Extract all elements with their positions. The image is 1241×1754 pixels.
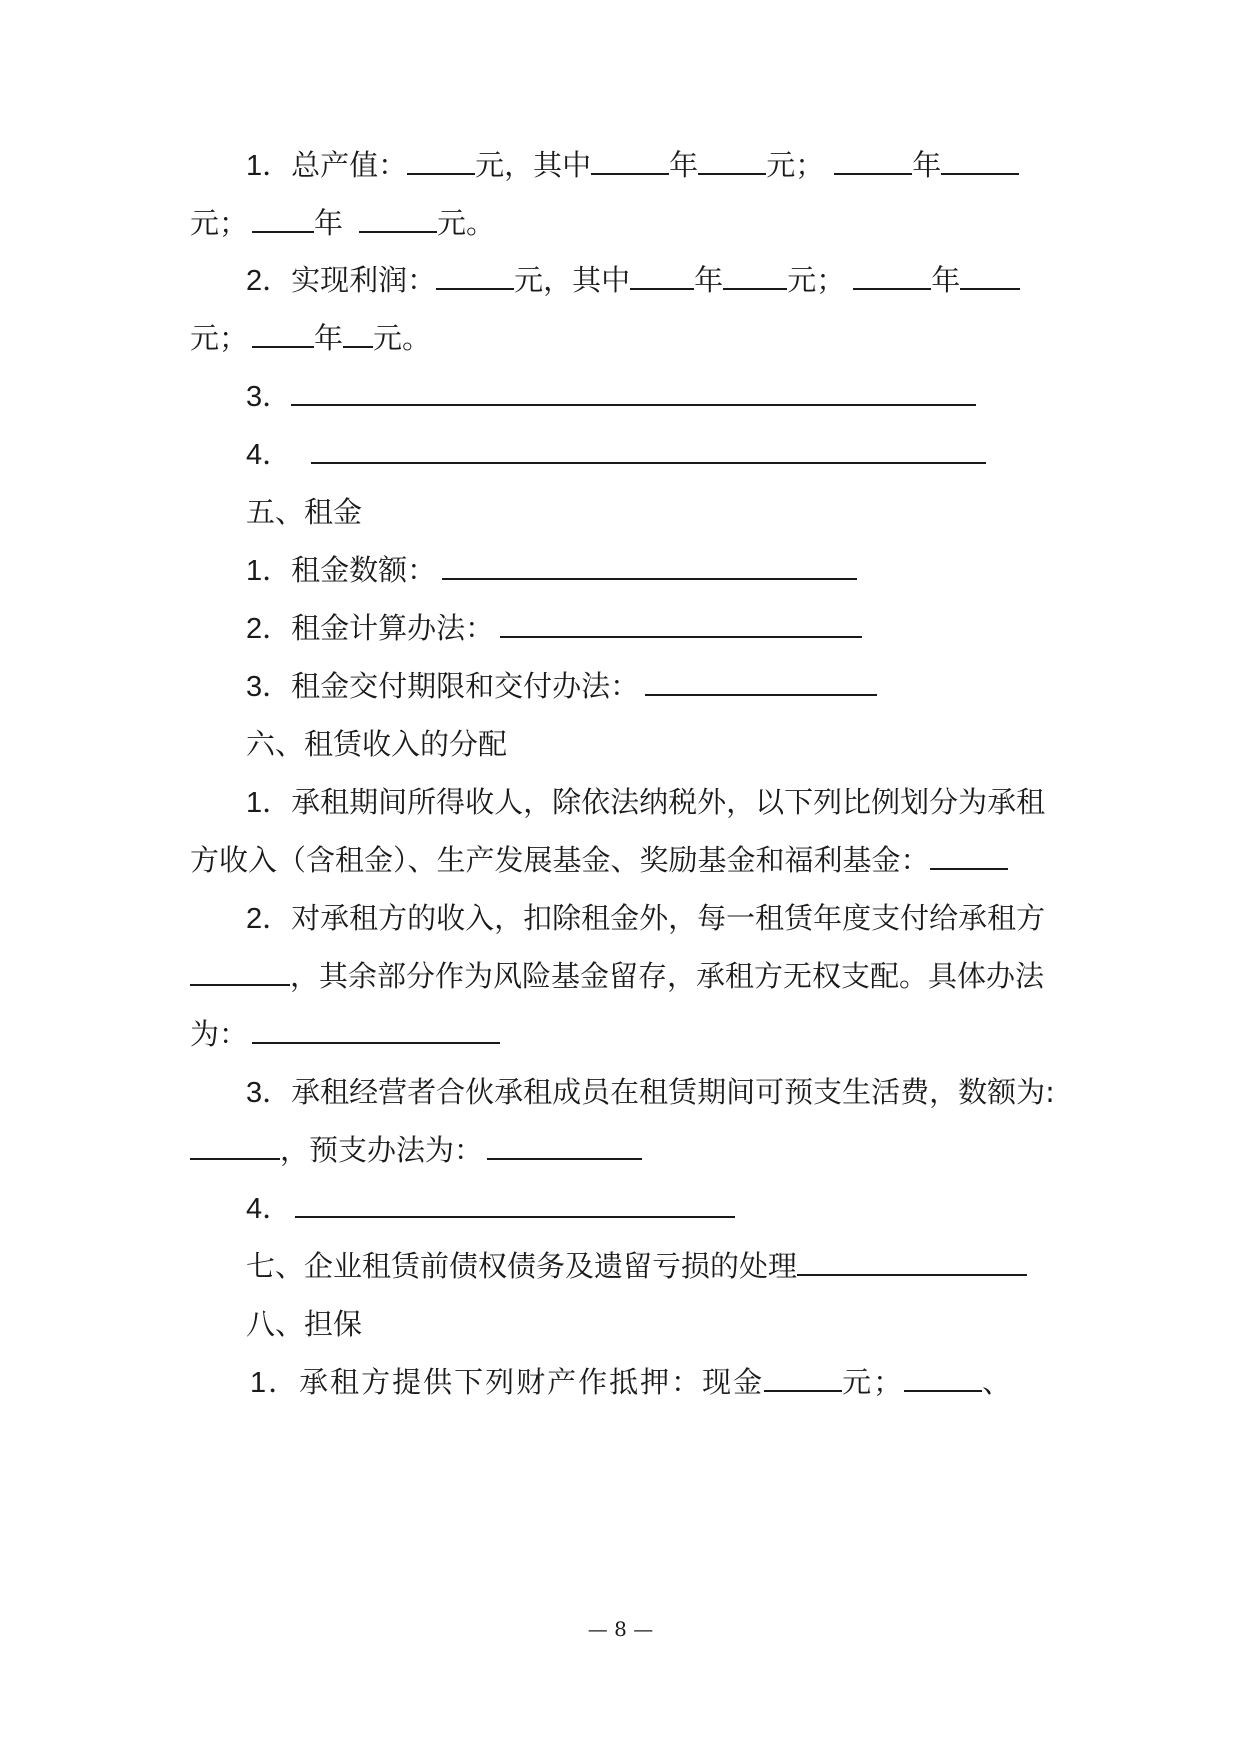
item-number: 2． bbox=[246, 903, 292, 935]
item-number: 3． bbox=[246, 1077, 292, 1109]
item-number: 2． bbox=[246, 613, 292, 645]
inline-text: 租金数额： bbox=[291, 553, 437, 587]
section-heading-income: 六、租赁收入的分配 bbox=[246, 727, 508, 761]
inline-text: 、 bbox=[982, 1365, 1014, 1399]
inline-text: 承租期间所得收人，除依法纳税外，以下列比例划分为承租 bbox=[291, 785, 1046, 819]
fill-blank bbox=[407, 145, 475, 175]
inline-text: 元； bbox=[842, 1365, 905, 1399]
fill-blank bbox=[645, 666, 877, 696]
fill-blank bbox=[698, 145, 766, 175]
fill-blank bbox=[764, 1362, 842, 1392]
inline-text: ，其余部分作为风险基金留存，承租方无权支配。具体办法 bbox=[290, 959, 1045, 993]
inline-text: 年 bbox=[669, 148, 699, 182]
rent-payment-line bbox=[246, 666, 1126, 706]
fill-blank bbox=[252, 318, 314, 348]
inline-text: 元； bbox=[190, 206, 249, 240]
inline-text: 承租经营者合伙承租成员在租赁期间可预支生活费，数额为: bbox=[291, 1075, 1055, 1109]
fill-blank bbox=[442, 550, 857, 580]
inline-text: 元。 bbox=[437, 206, 496, 240]
fill-blank bbox=[930, 840, 1008, 870]
income-1-line bbox=[246, 782, 1126, 822]
section-heading-debts bbox=[246, 1246, 1126, 1286]
inline-text: 元，其中 bbox=[514, 263, 631, 297]
output-value-line-cont bbox=[190, 203, 1070, 243]
fill-blank bbox=[723, 260, 787, 290]
income-4-line bbox=[246, 1188, 1126, 1228]
inline-text: 年 bbox=[314, 206, 344, 240]
profit-line-cont bbox=[190, 318, 1070, 358]
inline-text: 租金计算办法： bbox=[291, 611, 495, 645]
fill-blank bbox=[487, 1130, 642, 1160]
item-number: 1． bbox=[246, 150, 292, 182]
income-3-line bbox=[246, 1072, 1126, 1112]
fill-blank bbox=[630, 260, 694, 290]
section-heading-guarantee: 八、担保 bbox=[246, 1307, 363, 1341]
item-number: 4． bbox=[246, 1193, 292, 1225]
fill-blank bbox=[190, 956, 290, 986]
fill-blank bbox=[252, 203, 314, 233]
fill-blank bbox=[291, 376, 976, 406]
fill-blank bbox=[359, 203, 437, 233]
output-value-line bbox=[246, 145, 1126, 185]
item-number: 1． bbox=[250, 1367, 300, 1399]
item-number: 1． bbox=[246, 555, 292, 587]
inline-text: 元； bbox=[766, 148, 825, 182]
inline-text: 承租方提供下列财产作抵押：现金 bbox=[299, 1365, 765, 1399]
income-2-line bbox=[246, 898, 1126, 938]
fill-blank bbox=[853, 260, 931, 290]
fill-blank bbox=[311, 434, 986, 464]
inline-text: 方收入（含租金）、生产发展基金、奖励基金和福利基金： bbox=[190, 843, 930, 877]
fill-blank bbox=[500, 608, 862, 638]
fill-blank bbox=[343, 318, 373, 348]
profit-label: 实现利润： bbox=[291, 263, 437, 297]
inline-text: 元； bbox=[787, 263, 846, 297]
inline-text: 租金交付期限和交付办法： bbox=[291, 669, 640, 703]
profit-line bbox=[246, 260, 1126, 300]
item-number: 1． bbox=[246, 787, 292, 819]
fill-blank bbox=[436, 260, 514, 290]
section-heading-rent: 五、租金 bbox=[246, 495, 363, 529]
rent-calc-line bbox=[246, 608, 1126, 648]
inline-text: 年 bbox=[931, 263, 961, 297]
income-3-line-cont bbox=[190, 1130, 1070, 1170]
income-2-line-cont bbox=[190, 956, 1070, 996]
fill-blank bbox=[591, 145, 669, 175]
output-value-label: 总产值： bbox=[291, 148, 408, 182]
inline-text: 年 bbox=[694, 263, 724, 297]
item-4-line bbox=[246, 434, 1126, 474]
fill-blank bbox=[904, 1362, 982, 1392]
page-number: — 8 — bbox=[587, 1617, 654, 1641]
guarantee-1-line bbox=[250, 1362, 1130, 1402]
inline-text: 元。 bbox=[373, 321, 432, 355]
inline-text: 为： bbox=[190, 1017, 249, 1051]
fill-blank bbox=[252, 1014, 500, 1044]
item-number: 2． bbox=[246, 265, 292, 297]
inline-text: ，预支办法为： bbox=[280, 1133, 484, 1167]
fill-blank bbox=[960, 260, 1020, 290]
inline-text: 元，其中 bbox=[475, 148, 592, 182]
item-3-line bbox=[246, 376, 1126, 416]
item-number: 4． bbox=[246, 439, 292, 471]
income-1-line-cont bbox=[190, 840, 1070, 880]
rent-amount-line bbox=[246, 550, 1126, 590]
inline-text: 年 bbox=[912, 148, 942, 182]
fill-blank bbox=[295, 1188, 735, 1218]
inline-text: 对承租方的收入，扣除租金外，每一租赁年度支付给承租方 bbox=[291, 901, 1046, 935]
item-number: 3． bbox=[246, 381, 292, 413]
fill-blank bbox=[797, 1246, 1027, 1276]
fill-blank bbox=[941, 145, 1019, 175]
inline-text: 元； bbox=[190, 321, 249, 355]
income-2-line-cont2 bbox=[190, 1014, 1070, 1054]
item-number: 3． bbox=[246, 671, 292, 703]
inline-text: 年 bbox=[314, 321, 344, 355]
fill-blank bbox=[834, 145, 912, 175]
inline-text: 七、企业租赁前债权债务及遗留亏损的处理 bbox=[246, 1249, 798, 1283]
fill-blank bbox=[190, 1130, 280, 1160]
